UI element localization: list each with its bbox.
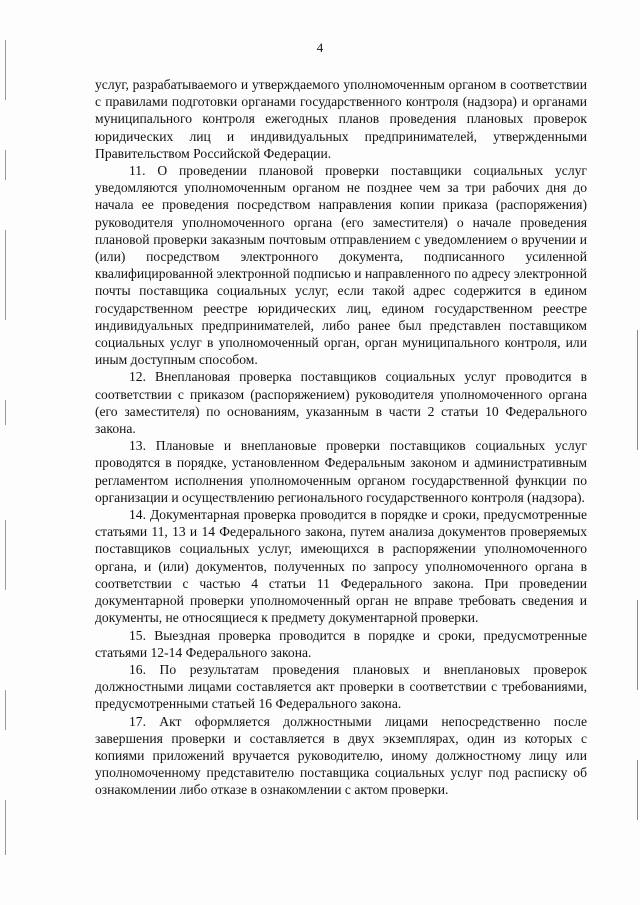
paragraph-13: 13. Плановые и внеплановые проверки поставщиков социальных услуг проводятся в порядке, установленном Федеральным законом и административным регламентом исполнения уполномоченным органом государственной функции по организации и осуществлению регионального государственного контроля (надзора).	[95, 438, 587, 505]
scan-edge-artifact	[630, 0, 640, 905]
paragraph-15: 15. Выездная проверка проводится в порядке и сроки, предусмотренные статьями 12-14 Федерального закона.	[95, 627, 587, 660]
paragraph-14: 14. Документарная проверка проводится в порядке и сроки, предусмотренные статьями 11, 13 и 14 Федерального закона, путем анализа документов проверяемых поставщиков социальных услуг, имеющихся в распоряжении уполномоченного органа, и (или) документов, полученных по запросу уполномоченного органа в соответствии с частью 4 статьи 11 Федерального закона. При проведении документарной проверки уполномоченный орган не вправе требовать сведения и документы, не относящиеся к предмету документарной проверки.	[95, 507, 587, 626]
paragraph-11: 11. О проведении плановой проверки поставщики социальных услуг уведомляются уполномоченным органом не позднее чем за три рабочих дня до начала ее проведения посредством направления копии приказа (распоряжения) руководителя уполномоченного органа (его заместителя) о начале проведения плановой проверки заказным почтовым отправлением с уведомлением о вручении и (или) посредством электронного документа, подписанного усиленной квалифицированной электронной подписью и направленного по адресу электронной почты поставщика социальных услуг, если такой адрес содержится в едином государственном реестре юридических лиц, едином государственном реестре индивидуальных предпринимателей, либо ранее был представлен поставщиком социальных услуг в уполномоченный орган, орган муниципального контроля, или иным доступным способом.	[95, 163, 587, 368]
paragraph-12: 12. Внеплановая проверка поставщиков социальных услуг проводится в соответствии с приказом (распоряжением) руководителя уполномоченного органа (его заместителя) по основаниям, указанным в части 2 статьи 10 Федерального закона.	[95, 369, 587, 437]
document-body	[95, 76, 587, 799]
paragraph-continuation: услуг, разрабатываемого и утверждаемого уполномоченным органом в соответствии с правилами подготовки органами государственного контроля (надзора) и органами муниципального контроля ежегодных планов проведения плановых проверок юридических лиц и индивидуальных предпринимателей, утвержденными Правительством Российской Федерации.	[95, 77, 587, 161]
page-number: 4	[316, 40, 324, 55]
paragraph-16: 16. По результатам проведения плановых и внеплановых проверок должностными лицами составляется акт проверки в соответствии с требованиями, предусмотренными статьей 16 Федерального закона.	[95, 661, 587, 712]
scan-edge-artifact	[0, 0, 14, 905]
paragraph-17: 17. Акт оформляется должностными лицами непосредственно после завершения проверки и составляется в двух экземплярах, один из которых с копиями приложений вручается руководителю, иному должностному лицу или уполномоченному представителю поставщика социальных услуг под расписку об ознакомлении либо отказе в ознакомлении с актом проверки.	[95, 713, 587, 798]
